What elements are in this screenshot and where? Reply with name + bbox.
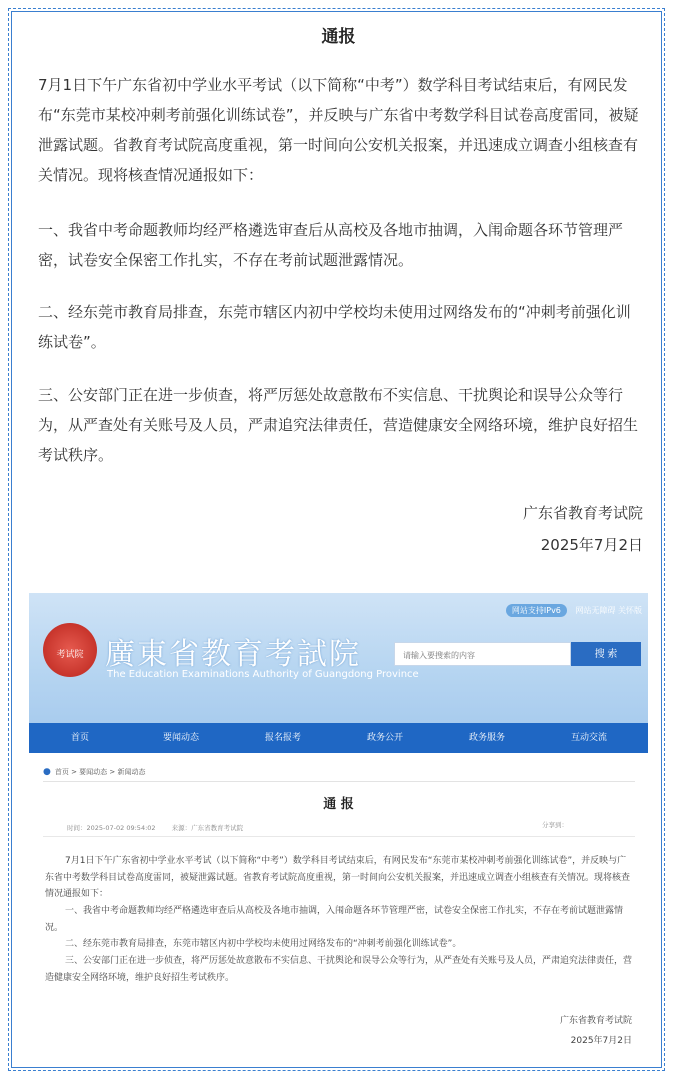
banner-top-links (506, 605, 642, 616)
accessible-link[interactable]: 网站无障碍 (575, 606, 616, 615)
notice-title: 通报 (321, 27, 356, 47)
search-button[interactable]: 搜 索 (571, 642, 641, 666)
share-label[interactable]: 分享到： (542, 821, 568, 829)
notice-paragraph-4: 三、公安部门正在进一步侦查，将严厉惩处故意散布不实信息、干扰舆论和误导公众等行为，从严查处有关账号及人员，严肃追究法律责任，营造健康安全网络环境，维护良好招生考试秩序。 (38, 386, 639, 464)
main-nav (29, 723, 648, 753)
site-name-english: The Education Examinations Authority of Guangdong Province (107, 669, 419, 680)
logo-seal-icon (43, 623, 97, 677)
breadcrumb-divider (43, 781, 635, 782)
article-title: 通 报 (323, 797, 354, 812)
article-paragraph-4: 三、公安部门正在进一步侦查，将严厉惩处故意散布不实信息、干扰舆论和误导公众等行为，从严查处有关账号及人员，严肃追究法律责任，营造健康安全网络环境，维护良好招生考试秩序。 (45, 956, 633, 983)
meta-divider (43, 836, 635, 837)
logo-seal-text: 考试院 (56, 650, 84, 660)
article-paragraph-3: 二、经东莞市教育局排查，东莞市辖区内初中学校均未使用过网络发布的“冲刺考前强化训练试卷”。 (65, 939, 462, 949)
breadcrumb-text[interactable]: 首页 > 要闻动态 > 新闻动态 (54, 768, 146, 776)
nav-item-government-info[interactable]: 政务公开 (367, 733, 404, 743)
nav-item-home[interactable]: 首页 (71, 733, 90, 743)
article-paragraph-1: 7月1日下午广东省初中学业水平考试（以下简称“中考”）数学科目考试结束后，有网民发布“东莞市某校冲刺考前强化训练试卷”，并反映与广东省中考数学科目试卷高度雷同，被疑泄露试题。省教育考试院高度重视，第一时间向公安机关报案，并迅速成立调查小组核查有关情况。现将核查情况通报如下： (45, 856, 631, 899)
article-meta (67, 823, 243, 832)
notice-paragraph-1: 7月1日下午广东省初中学业水平考试（以下简称“中考”）数学科目考试结束后，有网民发布“东莞市某校冲刺考前强化训练试卷”，并反映与广东省中考数学科目试卷高度雷同，被疑泄露试题。省教育考试院高度重视，第一时间向公安机关报案，并迅速成立调查小组核查有关情况。现将核查情况通报如下： (38, 76, 639, 184)
notice-date: 2025年7月2日 (540, 536, 643, 554)
website-screenshot (29, 593, 648, 1063)
site-name: 廣東省教育考試院 (105, 637, 361, 672)
ipv6-badge[interactable]: 网站支持IPv6 (506, 604, 567, 617)
nav-item-news[interactable]: 要闻动态 (163, 733, 200, 743)
care-mode-link[interactable]: 关怀版 (618, 606, 642, 615)
nav-item-services[interactable]: 政务服务 (469, 733, 506, 743)
notice-signature: 广东省教育考试院 (522, 504, 643, 522)
notice-paragraph-2: 一、我省中考命题教师均经严格遴选审查后从高校及各地市抽调，入闱命题各环节管理严密，试卷安全保密工作扎实，不存在考前试题泄露情况。 (38, 221, 624, 269)
search-box (394, 642, 571, 666)
article-date: 2025年7月2日 (570, 1036, 632, 1046)
article-signature: 广东省教育考试院 (559, 1016, 632, 1026)
nav-item-interaction[interactable]: 互动交流 (571, 733, 608, 743)
search-input[interactable] (395, 645, 570, 667)
article-source: 来源：广东省教育考试院 (171, 824, 244, 832)
location-pin-icon: ● (43, 767, 51, 777)
article-paragraph-2: 一、我省中考命题教师均经严格遴选审查后从高校及各地市抽调，入闱命题各环节管理严密，试卷安全保密工作扎实，不存在考前试题泄露情况。 (45, 906, 624, 933)
nav-item-registration[interactable]: 报名报考 (265, 733, 302, 743)
notice-paragraph-3: 二、经东莞市教育局排查，东莞市辖区内初中学校均未使用过网络发布的“冲刺考前强化训练试卷”。 (38, 303, 631, 351)
article-time: 时间：2025-07-02 09:54:02 (67, 824, 156, 832)
site-banner (29, 593, 648, 723)
breadcrumb (43, 767, 146, 777)
